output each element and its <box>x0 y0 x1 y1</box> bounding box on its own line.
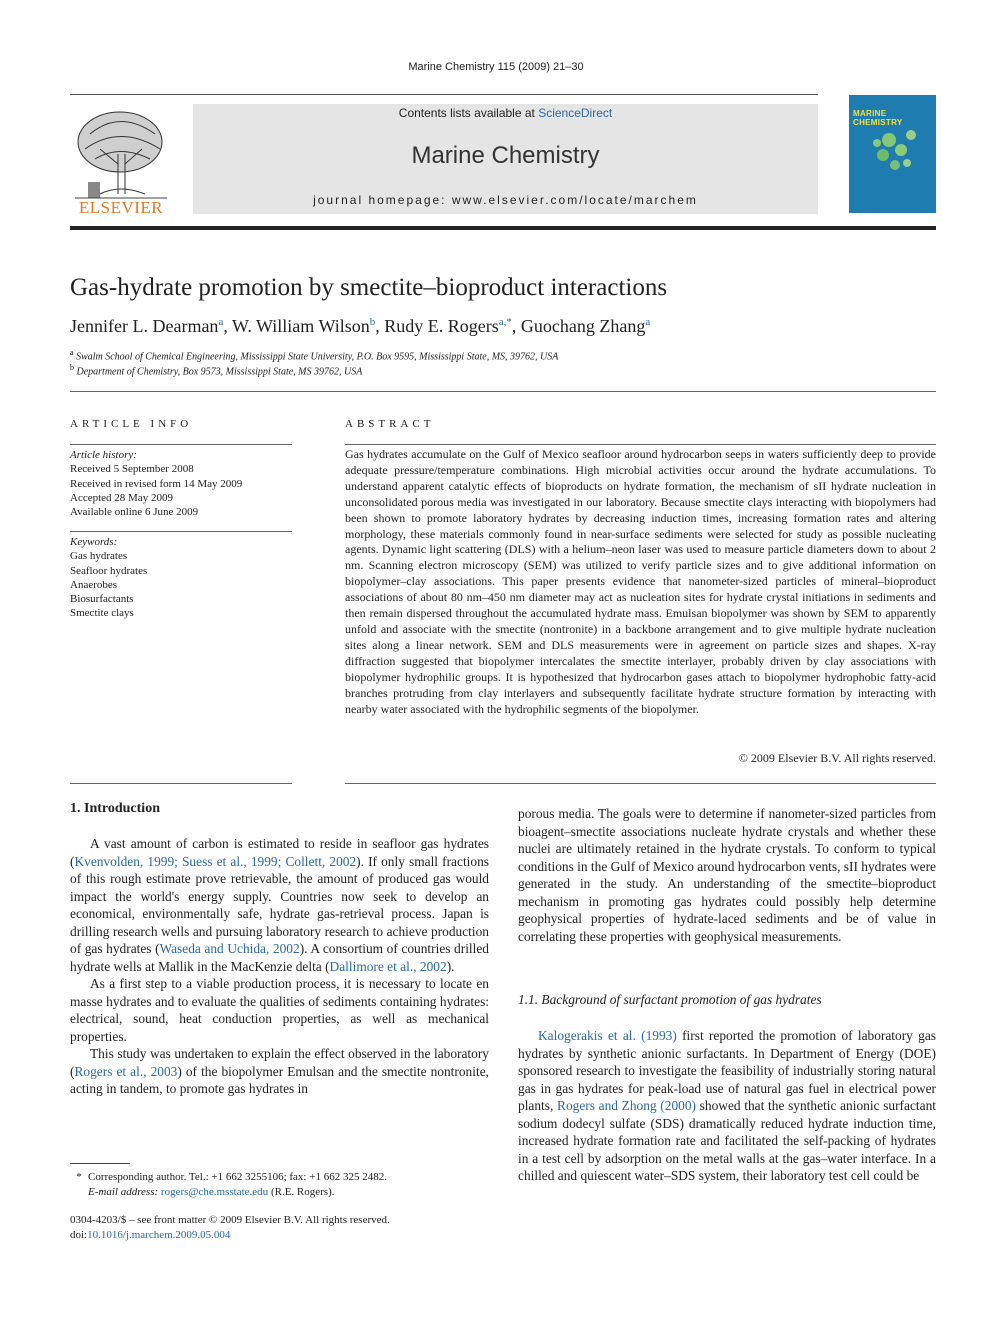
author-list: Jennifer L. Dearman$^a$, W. William Wilson$^b$, Rudy E. Rogers$^{a,*}$, Guochang Zhang$^a$ <box>70 316 651 336</box>
info-bottom-rule <box>70 783 292 784</box>
author-name: Jennifer L. Dearman <box>70 316 219 336</box>
history-item: Received in revised form 14 May 2009 <box>70 477 243 490</box>
header-thick-rule <box>70 226 936 230</box>
keywords <box>70 535 292 621</box>
section-rule <box>70 391 936 392</box>
keyword[interactable]: Biosurfactants <box>70 593 134 606</box>
journal-banner <box>193 104 818 214</box>
paragraph: This study was undertaken to explain the effect observed in the laboratory (Rogers et al., 2003) of the biopolymer Emulsan and the smectite nontronite, acting in tandem, to promote gas hydrates in <box>70 1046 489 1096</box>
author-affil-marker[interactable]: b <box>369 316 376 328</box>
keyword[interactable]: Seafloor hydrates <box>70 564 148 577</box>
abstract-bottom-rule <box>345 783 936 784</box>
abstract-heading: ABSTRACT <box>345 418 435 430</box>
keyword[interactable]: Smectite clays <box>70 607 134 620</box>
article-info-heading: ARTICLE INFO <box>70 418 193 430</box>
elsevier-tree-icon <box>70 104 172 216</box>
subsection-body <box>518 1027 936 1185</box>
paragraph: porous media. The goals were to determine if nanometer-sized particles from bioagent–smectite associations nucleate hydrate crystals and whether these nuclei are ultimately retained in the hydrate crystals. To conform to typical conditions in the Gulf of Mexico around hydrocarbon vents, sII hydrates were generated in the study. An understanding of the smectite–bioproduct mechanism in promoting gas hydrates could possibly help determine geophysical properties of hydrate-laced sediments and be of value in correlating these properties with geophysical measurements. <box>518 806 936 944</box>
contents-line: Contents lists available at ScienceDirect <box>398 106 613 120</box>
paragraph: A vast amount of carbon is estimated to reside in seafloor gas hydrates (Kvenvolden, 1999; Suess et al., 1999; Collett, 2002). If only small fractions of this rough estimate prove retrievable, the amount of produced gas would impact the world's energy supply. Countries now seek to develop an economical, environmentally safe, hydrate gas-retrieval process. Japan is drilling research wells and pursuing laboratory research to achieve production of gas hydrates (Waseda and Uchida, 2002). A consortium of countries drilled hydrate wells at Mallik in the MacKenzie delta (Dallimore et al., 2002). <box>70 836 489 974</box>
abstract-rule <box>345 444 936 445</box>
author-name: W. William Wilson <box>232 316 370 336</box>
doi-line: doi:10.1016/j.marchem.2009.05.004 <box>70 1229 231 1241</box>
history-label: Article history: <box>70 449 137 461</box>
citation-link[interactable]: Kvenvolden, 1999; Suess et al., 1999; Collett, 2002 <box>74 853 357 869</box>
citation-link[interactable]: Kalogerakis et al. (1993) <box>538 1028 677 1043</box>
history-item: Available online 6 June 2009 <box>70 506 199 519</box>
affiliation: $^b$ Department of Chemistry, Box 9573, Mississippi State, MS 39762, USA <box>70 363 363 378</box>
author-affil-marker[interactable]: a <box>645 316 651 328</box>
author-affil-marker[interactable]: a <box>218 316 224 328</box>
keywords-label: Keywords: <box>70 536 118 548</box>
history-item: Received 5 September 2008 <box>70 463 194 476</box>
issn-line: 0304-4203/$ – see front matter © 2009 Elsevier B.V. All rights reserved. <box>70 1214 390 1226</box>
journal-title: Marine Chemistry <box>411 142 600 169</box>
journal-homepage[interactable]: journal homepage: www.elsevier.com/locate/marchem <box>313 193 698 207</box>
doi-link[interactable]: 10.1016/j.marchem.2009.05.004 <box>87 1229 231 1241</box>
abstract-text: Gas hydrates accumulate on the Gulf of Mexico seafloor around hydrocarbon seeps in waters sufficiently deep to provide adequate pressure/temperature combinations. High microbial activities occur around the hydrate accumulations. To understand apparent catalytic effects of bioproducts on hydrate formation, the mechanism of sII hydrate nucleation in unconsolidated porous media was investigated in our laboratory. Because smectite clays interacting with biopolymers had been shown to promote laboratory hydrates by decreasing induction times, increasing formation rates and altering morphology, these materials commonly found in near-surface sediments were selected for study as possible nucleating agents. Dynamic light scattering (DLS) with a helium–neon laser was used to measure particle diameters down to about 2 nm. Scanning electron microscopy (SEM) was utilized to verify particle sizes and to give additional information on biopolymer–clay associations. This paper presents evidence that nanometer-sized particles of mineral–bioproduct associations of about 80 nm–450 nm diameter may act as nucleation sites for hydrate crystal initiations in sediments and then remain dispersed throughout the accumulated hydrate mass. Emulsan biopolymer was shown by SEM to apparently unfold and associate with the smectite (nontronite) in a backbone arrangement and to give multiple hydrate nucleation sites along a linear network. SEM and DLS measurements were in agreement on particle sizes and shapes. X-ray diffraction suggested that biopolymer intercalates the smectite interlayer, probably driven by clay associations with biopolymer hydrophilic groups. It is hypothesized that hydrocarbon gases attach to biopolymer hydrophobic fatty-acid branches protruding from clay interlayers and subsequently facilitate hydrate structure formation by interacting with nearby water associated with the hydrophilic segments of the biopolymer. <box>345 447 936 716</box>
journal-cover-image[interactable] <box>849 95 936 213</box>
intro-right-column <box>518 805 936 945</box>
email-link[interactable]: rogers@che.msstate.edu <box>160 1186 269 1198</box>
intro-left-column <box>70 835 489 1098</box>
article-history <box>70 448 292 519</box>
citation-link[interactable]: Rogers et al., 2003 <box>74 1063 178 1079</box>
footnote-rule <box>70 1163 130 1164</box>
paragraph: As a first step to a viable production process, it is necessary to locate en masse hydrates and to evaluate the qualities of sediments containing hydrates: electrical, sound, heat conduction properties, as well as mechanical properties. <box>70 976 489 1044</box>
cover-art-icon <box>849 95 936 213</box>
info-rule <box>70 444 292 445</box>
article-title: Gas-hydrate promotion by smectite–bioproduct interactions <box>70 274 668 301</box>
journal-reference: Marine Chemistry 115 (2009) 21–30 <box>408 61 584 73</box>
keyword[interactable]: Anaerobes <box>70 578 118 591</box>
keyword[interactable]: Gas hydrates <box>70 550 128 563</box>
header-rule <box>70 94 818 95</box>
cover-title: MARINE CHEMISTRY <box>853 109 903 127</box>
footnote-corresponding: * Corresponding author. Tel.: +1 662 3255106; fax: +1 662 325 2482. E-mail address: rogers@che.msstate.edu (R.E. Rogers). <box>76 1171 387 1198</box>
author-name: Rudy E. Rogers <box>384 316 499 336</box>
copyright: © 2009 Elsevier B.V. All rights reserved. <box>738 751 936 765</box>
section-heading: 1. Introduction <box>70 801 160 816</box>
affiliation: $^a$ Swalm School of Chemical Engineering, Mississippi State University, P.O. Box 9595, Mississippi State, MS, 39762, USA <box>70 348 559 363</box>
paragraph: Kalogerakis et al. (1993) first reported the promotion of laboratory gas hydrates by synthetic anionic surfactants. In Department of Energy (DOE) sponsored research to investigate the feasibility of industrially storing natural gas in gas hydrates for peak-load use of natural gas fuel in electrical power plants, Rogers and Zhong (2000) showed that the synthetic anionic surfactant sodium dodecyl sulfate (SDS) dramatically reduced hydrate induction time, increased hydrate formation rate and facilitated the self-packing of hydrates in a test cell by adsorption on the metal walls at the gas–water interface. In a chilled and quiescent water–SDS system, their laboratory test cell could be <box>518 1028 936 1183</box>
citation-link[interactable]: Dallimore et al., 2002 <box>329 958 447 974</box>
citation-link[interactable]: Rogers and Zhong (2000) <box>557 1098 696 1113</box>
subsection-heading: 1.1. Background of surfactant promotion of gas hydrates <box>518 992 822 1007</box>
info-rule <box>70 531 292 532</box>
author-name: Guochang Zhang <box>520 316 646 336</box>
author-affil-marker[interactable]: a,* <box>498 316 512 328</box>
citation-link[interactable]: Waseda and Uchida, 2002 <box>159 941 300 956</box>
history-item: Accepted 28 May 2009 <box>70 491 173 504</box>
sciencedirect-link[interactable]: ScienceDirect <box>538 106 613 120</box>
elsevier-logo[interactable] <box>70 104 172 216</box>
front-matter <box>70 1213 570 1243</box>
elsevier-wordmark: ELSEVIER <box>78 198 164 216</box>
